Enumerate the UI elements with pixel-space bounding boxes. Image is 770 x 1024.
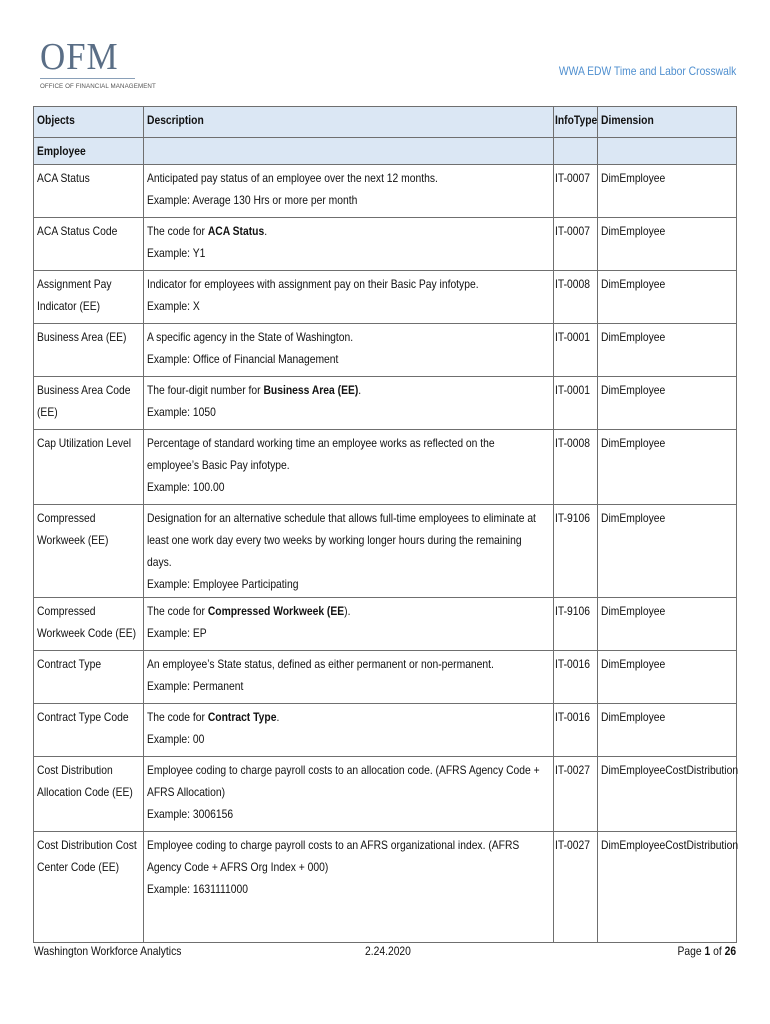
table-row [34, 505, 737, 598]
description-cell: The code for Compressed Workweek (EE). Example: EP [144, 598, 554, 651]
object-cell: ACA Status [34, 165, 144, 218]
dimension-cell: DimEmployeeCostDistribution [598, 832, 737, 943]
description-cell: An employee’s State status, defined as either permanent or non-permanent. Example: Permanent [144, 651, 554, 704]
dimension-cell: DimEmployee [598, 324, 737, 377]
description-cell: Employee coding to charge payroll costs to an AFRS organizational index. (AFRS Agency Code + AFRS Org Index + 000) Example: 1631111000 [144, 832, 554, 943]
infotype-cell: IT-0001 [554, 377, 598, 430]
object-cell: Cap Utilization Level [34, 430, 144, 505]
table-row [34, 165, 737, 218]
table-row [34, 651, 737, 704]
object-cell: Assignment Pay Indicator (EE) [34, 271, 144, 324]
dimension-cell: DimEmployee [598, 271, 737, 324]
object-cell: Cost Distribution Cost Center Code (EE) [34, 832, 144, 943]
description-cell: The code for ACA Status. Example: Y1 [144, 218, 554, 271]
description-cell: The four-digit number for Business Area (EE). Example: 1050 [144, 377, 554, 430]
logo-subtitle: OFFICE OF FINANCIAL MANAGEMENT [40, 83, 156, 90]
dimension-cell: DimEmployee [598, 651, 737, 704]
dimension-cell: DimEmployee [598, 598, 737, 651]
description-cell: Percentage of standard working time an employee works as reflected on the employee’s Basic Pay infotype. Example: 100.00 [144, 430, 554, 505]
ofm-logo [40, 36, 156, 90]
table-row [34, 704, 737, 757]
infotype-cell: IT-0007 [554, 165, 598, 218]
infotype-cell: IT-0008 [554, 271, 598, 324]
infotype-cell: IT-0008 [554, 430, 598, 505]
footer-page-number: Page 1 of 26 [677, 944, 736, 958]
table-row [34, 832, 737, 943]
dimension-cell: DimEmployee [598, 430, 737, 505]
dimension-cell: DimEmployee [598, 704, 737, 757]
object-cell: Cost Distribution Allocation Code (EE) [34, 757, 144, 832]
footer-date: 2.24.2020 [365, 944, 411, 958]
description-cell: The code for Contract Type. Example: 00 [144, 704, 554, 757]
infotype-cell: IT-9106 [554, 598, 598, 651]
description-cell: Indicator for employees with assignment pay on their Basic Pay infotype. Example: X [144, 271, 554, 324]
description-cell: A specific agency in the State of Washington. Example: Office of Financial Management [144, 324, 554, 377]
description-cell: Designation for an alternative schedule that allows full-time employees to eliminate at least one work day every two weeks by working longer hours during the remaining days. Example: Employee Participating [144, 505, 554, 598]
table-row [34, 757, 737, 832]
dimension-cell: DimEmployee [598, 505, 737, 598]
table-row [34, 218, 737, 271]
object-cell: Business Area Code (EE) [34, 377, 144, 430]
dimension-cell: DimEmployee [598, 218, 737, 271]
description-cell: Anticipated pay status of an employee over the next 12 months. Example: Average 130 Hrs or more per month [144, 165, 554, 218]
table-row [34, 598, 737, 651]
object-cell: Contract Type [34, 651, 144, 704]
table-header-row [34, 107, 737, 138]
crosswalk-table [33, 106, 737, 943]
infotype-cell: IT-9106 [554, 505, 598, 598]
infotype-cell: IT-0027 [554, 832, 598, 943]
column-header-infotype: InfoType [554, 107, 598, 138]
logo-mark: OFM [40, 36, 119, 78]
column-header-dimension: Dimension [598, 107, 737, 138]
dimension-cell: DimEmployee [598, 165, 737, 218]
footer-org: Washington Workforce Analytics [34, 944, 182, 958]
table-row [34, 377, 737, 430]
section-label: Employee [34, 138, 144, 165]
column-header-description: Description [144, 107, 554, 138]
table-row [34, 430, 737, 505]
column-header-objects: Objects [34, 107, 144, 138]
table-row [34, 271, 737, 324]
infotype-cell: IT-0007 [554, 218, 598, 271]
logo-rule [40, 78, 135, 79]
page-footer [34, 944, 736, 964]
dimension-cell: DimEmployee [598, 377, 737, 430]
section-row [34, 138, 737, 165]
object-cell: Compressed Workweek Code (EE) [34, 598, 144, 651]
object-cell: ACA Status Code [34, 218, 144, 271]
infotype-cell: IT-0016 [554, 704, 598, 757]
object-cell: Contract Type Code [34, 704, 144, 757]
table-row [34, 324, 737, 377]
document-title: WWA EDW Time and Labor Crosswalk [558, 64, 736, 78]
object-cell: Compressed Workweek (EE) [34, 505, 144, 598]
infotype-cell: IT-0016 [554, 651, 598, 704]
dimension-cell: DimEmployeeCostDistribution [598, 757, 737, 832]
object-cell: Business Area (EE) [34, 324, 144, 377]
infotype-cell: IT-0001 [554, 324, 598, 377]
infotype-cell: IT-0027 [554, 757, 598, 832]
description-cell: Employee coding to charge payroll costs to an allocation code. (AFRS Agency Code + AFRS Allocation) Example: 3006156 [144, 757, 554, 832]
